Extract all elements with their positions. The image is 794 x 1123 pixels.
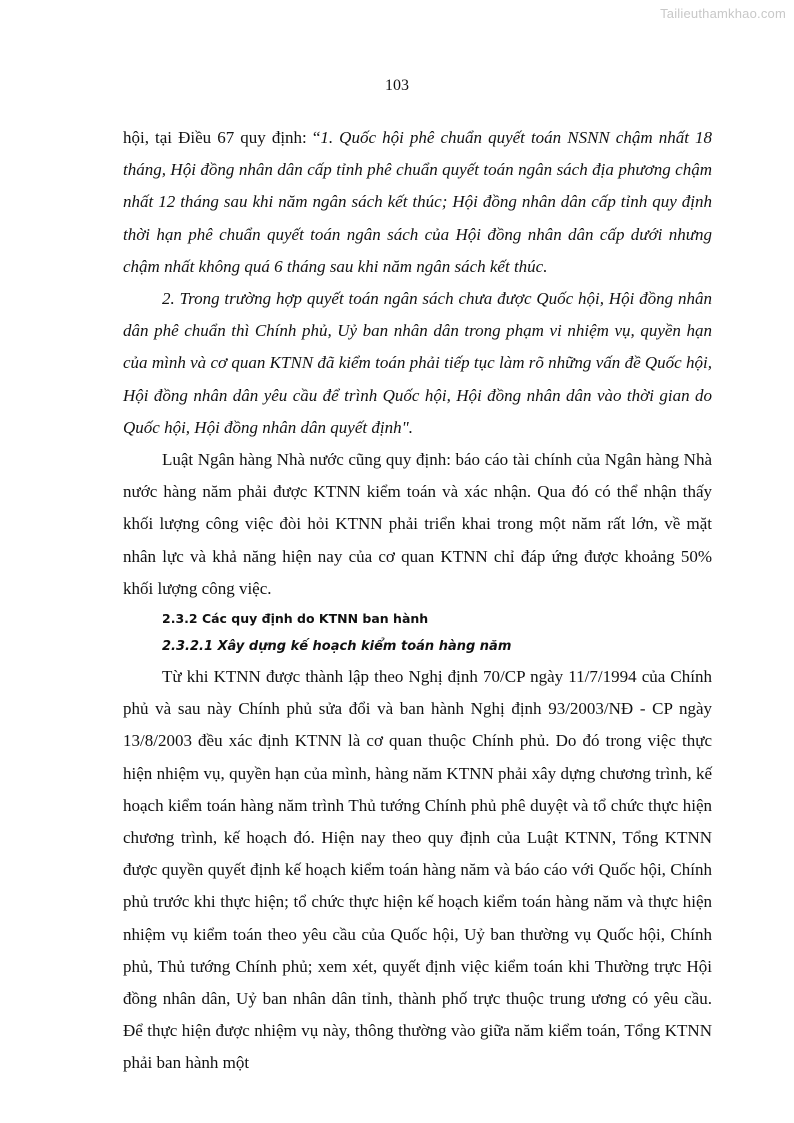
- quoted-clause-1: 1. Quốc hội phê chuẩn quyết toán NSNN chậm nhất 18 tháng, Hội đồng nhân dân cấp tỉnh phê chuẩn quyết toán ngân sách địa phương chậm nhất 12 tháng sau khi năm ngân sách kết thúc; Hội đồng nhân dân cấp tỉnh quy định thời hạn phê chuẩn quyết toán ngân sách của Hội đồng nhân dân cấp dưới nhưng chậm nhất không quá 6 tháng sau khi năm ngân sách kết thúc.: [123, 128, 712, 276]
- paragraph-state-bank-law: Luật Ngân hàng Nhà nước cũng quy định: báo cáo tài chính của Ngân hàng Nhà nước hàng năm phải được KTNN kiểm toán và xác nhận. Qua đó có thể nhận thấy khối lượng công việc đòi hỏi KTNN phải triển khai trong một năm rất lớn, về mặt nhân lực và khả năng hiện nay của cơ quan KTNN chỉ đáp ứng được khoảng 50% khối lượng công việc.: [123, 450, 712, 598]
- subsection-heading: 2.3.2.1 Xây dựng kế hoạch kiểm toán hàng năm: [162, 639, 512, 655]
- quoted-clause-2-text: 2. Trong trường hợp quyết toán ngân sách chưa được Quốc hội, Hội đồng nhân dân phê chuẩn thì Chính phủ, Uỷ ban nhân dân trong phạm vi nhiệm vụ, quyền hạn của mình và cơ quan KTNN đã kiểm toán phải tiếp tục làm rõ những vấn đề Quốc hội, Hội đồng nhân dân yêu cầu để trình Quốc hội, Hội đồng nhân dân vào thời gian do Quốc hội, Hội đồng nhân dân quyết định".: [123, 289, 712, 437]
- quoted-clause-2: [123, 283, 712, 444]
- section-heading: 2.3.2 Các quy định do KTNN ban hành: [162, 611, 429, 627]
- paragraph-lead: hội, tại Điều 67 quy định: “: [123, 128, 321, 147]
- document-body: [123, 122, 712, 1080]
- page-number: 103: [385, 77, 409, 94]
- paragraph-law-article-67: [123, 122, 712, 283]
- paragraph-audit-planning: Từ khi KTNN được thành lập theo Nghị định 70/CP ngày 11/7/1994 của Chính phủ và sau này Chính phủ sửa đổi và ban hành Nghị định 93/2003/NĐ - CP ngày 13/8/2003 đều xác định KTNN là cơ quan thuộc Chính phủ. Do đó trong việc thực hiện nhiệm vụ, quyền hạn của mình, hàng năm KTNN phải xây dựng chương trình, kế hoạch kiểm toán hàng năm trình Thủ tướng Chính phủ phê duyệt và tổ chức thực hiện chương trình, kế hoạch đó. Hiện nay theo quy định của Luật KTNN, Tổng KTNN được quyền quyết định kế hoạch kiểm toán hàng năm và báo cáo với Quốc hội, Chính phủ trước khi thực hiện; tổ chức thực hiện kế hoạch kiểm toán hàng năm và thực hiện nhiệm vụ kiểm toán theo yêu cầu của Quốc hội, Uỷ ban thường vụ Quốc hội, Chính phủ, Thủ tướng Chính phủ; xem xét, quyết định việc kiểm toán khi Thường trực Hội đồng nhân dân, Uỷ ban nhân dân tỉnh, thành phố trực thuộc trung ương có yêu cầu. Để thực hiện được nhiệm vụ này, thông thường vào giữa năm kiểm toán, Tổng KTNN phải ban hành một: [123, 667, 712, 1073]
- watermark: Tailieuthamkhao.com: [660, 6, 786, 21]
